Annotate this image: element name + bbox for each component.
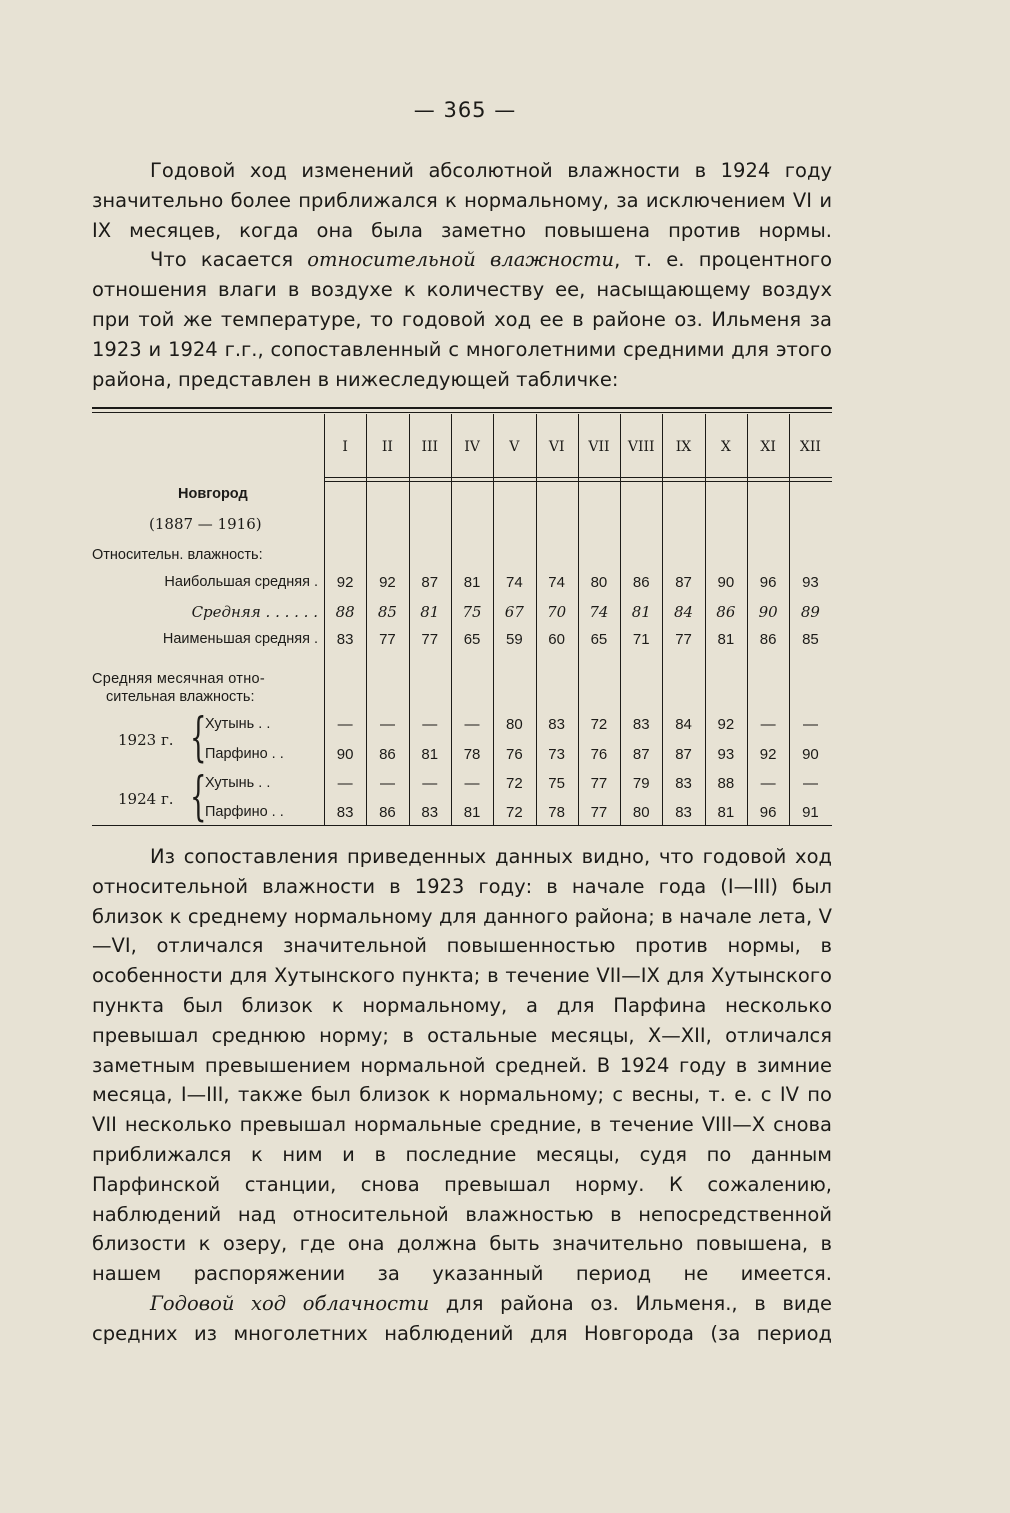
table-cell: 83 [548, 716, 565, 733]
table-cell: 80 [590, 574, 608, 591]
table-cell: — [802, 716, 818, 733]
month-header: VIII [627, 439, 655, 455]
table-cell: 90 [802, 746, 819, 763]
table-cell: 67 [504, 603, 524, 621]
para-bottom-1 [92, 842, 832, 1289]
table-cell: 81 [631, 603, 651, 621]
table-cell: 89 [800, 603, 820, 621]
table-cell: 76 [590, 746, 608, 763]
year-label: 1924 г. [118, 789, 174, 808]
station-period: (1887 — 1916) [149, 515, 262, 533]
table-cell: 74 [548, 574, 565, 591]
table-cell: 88 [717, 775, 735, 792]
month-header: X [720, 439, 731, 455]
table-cell: 92 [759, 746, 777, 763]
table-cell: — [422, 716, 438, 733]
table-cell: 92 [379, 574, 396, 591]
monthly-label-1: Средняя месячная отно- [92, 671, 266, 687]
table-cell: 83 [632, 716, 650, 733]
station-row-label: Хутынь . . [205, 716, 271, 732]
table-cell: 74 [505, 574, 523, 591]
table-cell: 73 [548, 746, 565, 763]
table-cell: 77 [590, 775, 608, 792]
monthly-label-2: сительная влажность: [106, 689, 255, 705]
text-run: Годовой ход изменений абсолютной влажности в 1924 году значительно более приближался к нормальному, за исключением VI и IX месяцев, когда она была заметно повышена против нормы. [92, 159, 832, 242]
table-cell: 72 [505, 804, 523, 821]
table-cell: 96 [759, 804, 777, 821]
station-row-label: Парфино . . [205, 746, 284, 762]
table-cell: 87 [632, 746, 650, 763]
table-cell: 77 [421, 631, 439, 648]
month-header: XI [760, 439, 776, 455]
para-top-2 [92, 245, 832, 394]
text-run: Что касается [150, 248, 308, 272]
table-cell: 80 [505, 716, 523, 733]
month-header: II [381, 439, 393, 455]
table-cell: — [464, 775, 480, 792]
text-run: , т. е. процентного отношения влаги в воздухе к количеству ее, насыщающему воздух при той же температуре, то годовой ход ее в районе оз. Ильменя за 1923 и 1924 г.г., сопоставленный с многолетними средними для этого района, представлен в нижеследующей табличке: [92, 248, 832, 391]
table-cell: 76 [505, 746, 523, 763]
month-header: IX [675, 439, 692, 455]
text-run: Из сопоставления приведенных данных видно, что годовой ход относительной влажности в 1923 году: в начале года (I—III) был близок к среднему нормальному для данного района; в начале лета, V—VI, отличался значительной повышенностью против нормы, в особенности для Хутынского пункта; в течение VII—IX для Хутынского пункта был близок к нормальному, а для Парфина несколько превышал среднюю норму; в остальные месяцы, X—XII, отличался заметным превышением нормальной средней. В 1924 году в зимние месяца, I—III, также был близок к нормальному; с весны, т. е. с IV по VII несколько превышал нормальные средние, в течение VIII—X снова приближался к ним и в последние месяцы, судя по данным Парфинской станции, снова превышал норму. К сожалению, наблюдений над относительной влажностью в непосредственной близости к озеру, где она должна быть значительно повышена, в нашем распоряжении за указанный период не имеется. [92, 845, 832, 1286]
table-cell: 81 [420, 603, 440, 621]
table-cell: 60 [548, 631, 565, 648]
station-row-label: Хутынь . . [205, 775, 271, 791]
table-cell: 59 [505, 631, 523, 648]
month-header: III [421, 439, 439, 455]
table-cell: 86 [632, 574, 650, 591]
brace-icon: { [190, 708, 207, 768]
table-cell: 65 [590, 631, 608, 648]
table-cell: — [464, 716, 480, 733]
station-row-label: Парфино . . [205, 804, 284, 820]
table-cell: 86 [379, 746, 396, 763]
table-cell: 74 [589, 603, 609, 621]
table-cell: — [422, 775, 438, 792]
month-header: XII [799, 439, 821, 455]
table-cell: 87 [421, 574, 439, 591]
year-label: 1923 г. [118, 731, 174, 749]
table-cell: 71 [632, 631, 650, 648]
table-cell: 86 [379, 804, 396, 821]
table-cell: 83 [675, 804, 692, 821]
para-bottom-2 [92, 1289, 832, 1349]
brace-icon: { [190, 767, 207, 827]
table-cell: 85 [377, 603, 397, 621]
row-label: Наименьшая средняя . [162, 631, 318, 647]
text-run: для района оз. Ильменя., в виде средних из многолетних наблюдений для Новгорода (за период [92, 1291, 833, 1345]
month-header: VII [588, 439, 610, 455]
italic-term: относительной влажности [307, 248, 615, 272]
table-cell: 91 [802, 804, 819, 821]
rel-humidity-label: Относительн. влажность: [92, 547, 263, 563]
table-cell: 84 [675, 716, 692, 733]
row-label: Средняя . . . . . . [191, 603, 318, 621]
table-cell: 83 [421, 804, 439, 821]
row-label: Наибольшая средняя . [164, 574, 318, 590]
table-cell: 86 [716, 603, 736, 621]
table-cell: — [337, 775, 353, 792]
text-block-bottom [92, 842, 832, 1349]
table-cell: 93 [802, 574, 819, 591]
italic-term: Годовой ход облачности [150, 1291, 430, 1315]
table-cell: 93 [717, 746, 735, 763]
table-cell: 77 [379, 631, 396, 648]
month-header: VI [548, 439, 565, 455]
table-cell: 86 [759, 631, 777, 648]
table-cell: 83 [675, 775, 692, 792]
table-cell: 90 [336, 746, 354, 763]
table-cell: 81 [463, 804, 481, 821]
table-cell: 85 [802, 631, 819, 648]
table-cell: 72 [590, 716, 608, 733]
table-cell: 72 [505, 775, 523, 792]
table-cell: 96 [759, 574, 777, 591]
page-number: — 365 — [413, 98, 517, 122]
table-cell: 90 [717, 574, 735, 591]
table-cell: — [337, 716, 353, 733]
table-cell: 87 [675, 574, 692, 591]
table-cell: 77 [675, 631, 692, 648]
table-top-rule-2 [92, 412, 832, 413]
table-cell: 92 [717, 716, 735, 733]
table-cell: 87 [675, 746, 692, 763]
table-cell: 75 [462, 603, 482, 621]
month-header: IV [464, 439, 480, 455]
month-header: V [509, 439, 520, 455]
table-cell: 81 [717, 804, 735, 821]
table-cell: — [760, 716, 776, 733]
humidity-table [92, 407, 832, 827]
para-top-1 [92, 156, 832, 245]
table-top-rule [92, 407, 832, 409]
table-cell: 75 [548, 775, 565, 792]
table-cell: 90 [758, 603, 778, 621]
text-block-top [92, 156, 832, 394]
table-cell: 84 [673, 603, 694, 621]
month-header: I [342, 439, 348, 455]
table-cell: — [802, 775, 818, 792]
table-cell: 88 [335, 603, 355, 621]
station-title: Новгород [178, 486, 248, 502]
table-cell: — [760, 775, 776, 792]
table-cell: 79 [632, 775, 650, 792]
table-cell: — [379, 775, 395, 792]
table-cell: 81 [463, 574, 481, 591]
table-cell: 78 [548, 804, 565, 821]
table-cell: 83 [336, 631, 354, 648]
table-cell: 92 [336, 574, 354, 591]
table-cell: 78 [463, 746, 481, 763]
table-cell: 81 [717, 631, 735, 648]
table-cell: — [379, 716, 395, 733]
table-cell: 80 [632, 804, 650, 821]
table-cell: 65 [463, 631, 481, 648]
table-cell: 70 [547, 603, 567, 621]
table-cell: 83 [336, 804, 354, 821]
table-cell: 81 [421, 746, 439, 763]
table-cell: 77 [590, 804, 608, 821]
